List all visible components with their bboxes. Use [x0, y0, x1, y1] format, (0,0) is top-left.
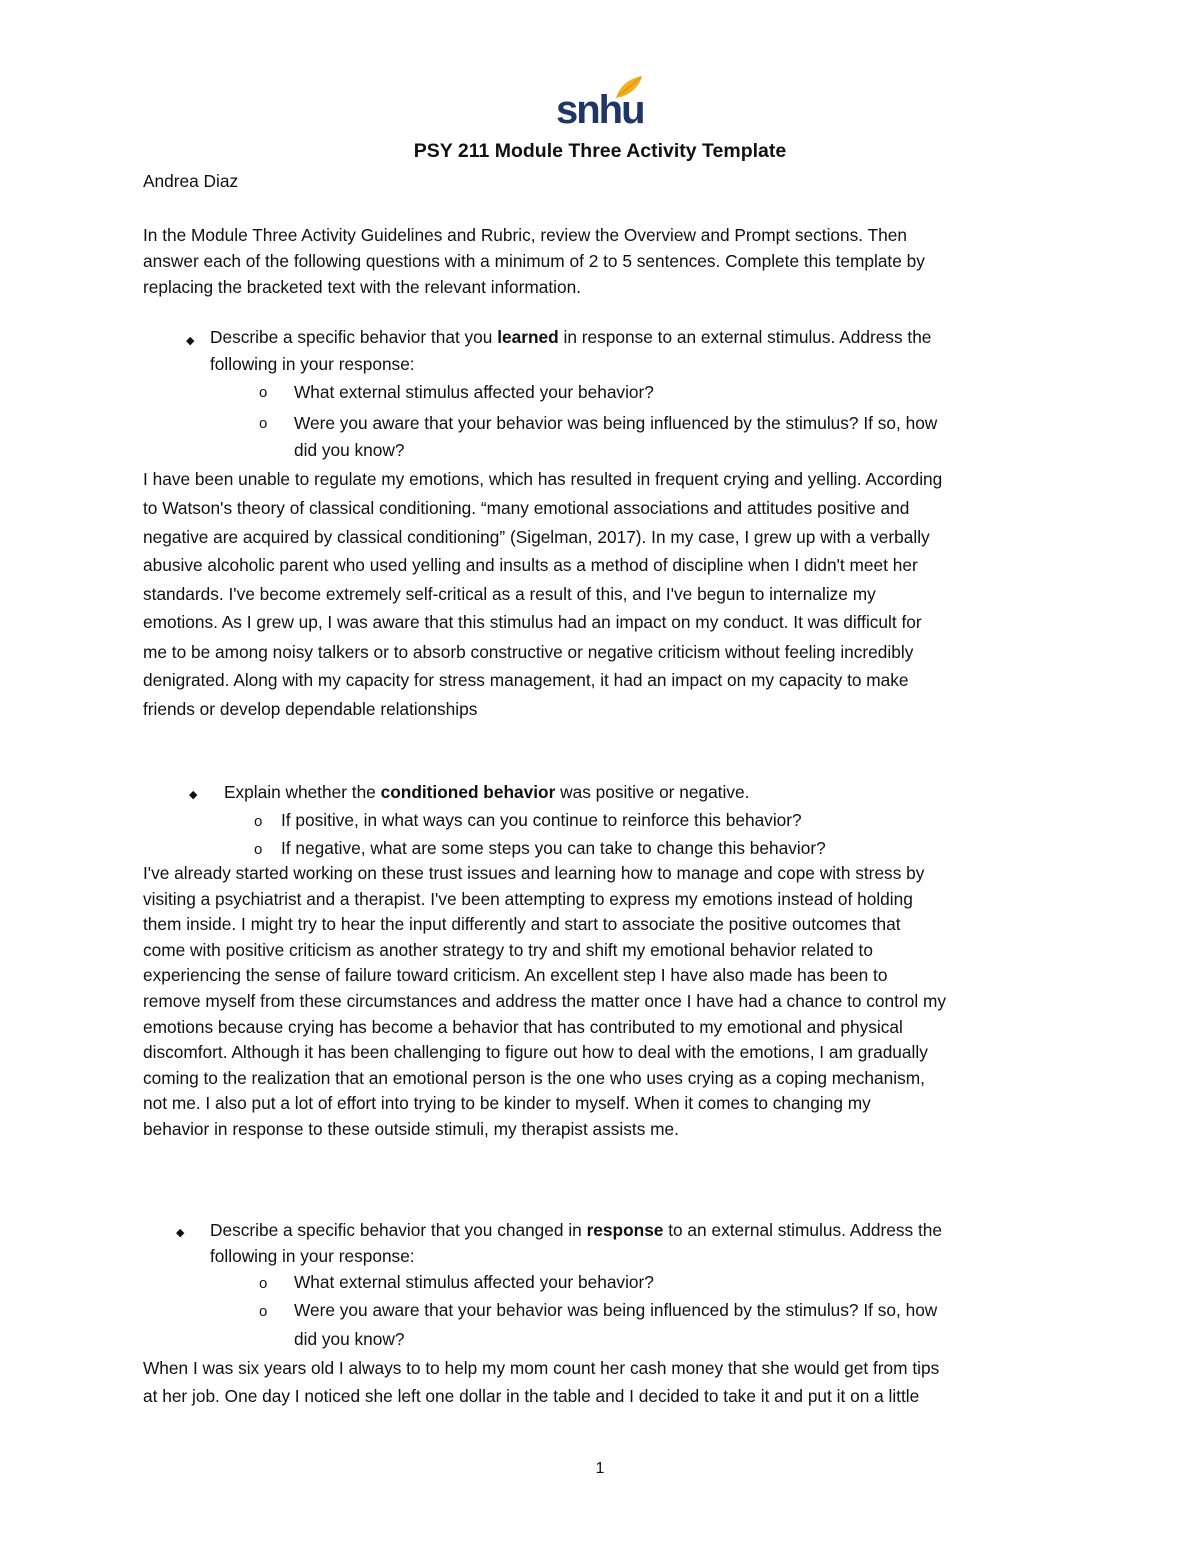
answer-line: to Watson's theory of classical conditioning. “many emotional associations and attitudes positive and: [143, 498, 910, 518]
intro-line: answer each of the following questions with a minimum of 2 to 5 sentences. Complete this template by: [143, 251, 925, 271]
snhu-logo: [556, 74, 642, 132]
sub-bullet-icon: o: [254, 813, 263, 830]
answer-line: I have been unable to regulate my emotions, which has resulted in frequent crying and yelling. According: [143, 469, 943, 489]
section2-sub1: If positive, in what ways can you continue to reinforce this behavior?: [281, 810, 802, 830]
page-title: PSY 211 Module Three Activity Template: [413, 140, 787, 162]
answer-line: emotions because crying has become a behavior that has contributed to my emotional and physical: [143, 1017, 903, 1037]
answer-line: not me. I also put a lot of effort into trying to be kinder to myself. When it comes to changing my: [143, 1093, 871, 1113]
bullet-icon: ◆: [176, 1227, 185, 1239]
answer-line: me to be among noisy talkers or to absorb constructive or negative criticism without feeling incredibly: [143, 642, 914, 662]
answer-line: visiting a psychiatrist and a therapist. I've been attempting to express my emotions instead of holding: [143, 889, 913, 909]
intro-line: replacing the bracketed text with the relevant information.: [143, 277, 582, 297]
answer-line: I've already started working on these trust issues and learning how to manage and cope with stress by: [143, 863, 925, 883]
sub-bullet-icon: o: [259, 415, 268, 432]
page-number: 1: [595, 1460, 605, 1477]
answer-line: friends or develop dependable relationships: [143, 699, 478, 719]
answer-line: emotions. As I grew up, I was aware that this stimulus had an impact on my conduct. It was difficult for: [143, 612, 922, 632]
section1-sub2: Were you aware that your behavior was being influenced by the stimulus? If so, how: [294, 413, 938, 433]
sub-bullet-icon: o: [259, 1303, 268, 1320]
answer-line: behavior in response to these outside stimuli, my therapist assists me.: [143, 1119, 679, 1139]
answer-line: experiencing the sense of failure toward criticism. An excellent step I have also made has been to: [143, 965, 888, 985]
section3-sub1: What external stimulus affected your behavior?: [294, 1272, 654, 1292]
answer-line: abusive alcoholic parent who used yelling and insults as a method of discipline when I didn't meet her: [143, 555, 918, 575]
answer-line: denigrated. Along with my capacity for stress management, it had an impact on my capacity to make: [143, 670, 909, 690]
section1-sub2-cont: did you know?: [294, 440, 405, 460]
section1-bullet: Describe a specific behavior that you learned in response to an external stimulus. Address the: [210, 327, 932, 347]
answer-line: remove myself from these circumstances and address the matter once I have had a chance to control my: [143, 991, 946, 1011]
sub-bullet-icon: o: [259, 384, 268, 401]
answer-line: negative are acquired by classical conditioning” (Sigelman, 2017). In my case, I grew up with a verbally: [143, 527, 930, 547]
answer-line: coming to the realization that an emotional person is the one who uses crying as a coping mechanism,: [143, 1068, 925, 1088]
bullet-icon: ◆: [189, 789, 198, 801]
answer-line: them inside. I might try to hear the input differently and start to associate the positive outcomes that: [143, 914, 901, 934]
answer-line: standards. I've become extremely self-critical as a result of this, and I've begun to internalize my: [143, 584, 876, 604]
section3-bullet: Describe a specific behavior that you changed in response to an external stimulus. Address the: [210, 1220, 942, 1240]
bullet-icon: ◆: [186, 335, 195, 347]
answer-line: at her job. One day I noticed she left one dollar in the table and I decided to take it and put it on a little: [143, 1386, 920, 1406]
author-name: Andrea Diaz: [143, 171, 239, 191]
answer-line: discomfort. Although it has been challenging to figure out how to deal with the emotions, I am gradually: [143, 1042, 928, 1062]
section3-sub2: Were you aware that your behavior was being influenced by the stimulus? If so, how: [294, 1300, 938, 1320]
logo-wordmark: snhu: [556, 88, 644, 132]
section1-sub1: What external stimulus affected your behavior?: [294, 382, 654, 402]
sub-bullet-icon: o: [254, 841, 263, 858]
sub-bullet-icon: o: [259, 1275, 268, 1292]
answer-line: come with positive criticism as another strategy to try and shift my emotional behavior related to: [143, 940, 873, 960]
answer-line: When I was six years old I always to to help my mom count her cash money that she would get from tips: [143, 1358, 940, 1378]
section3-sub2-cont: did you know?: [294, 1329, 405, 1349]
section3-bullet-cont: following in your response:: [210, 1246, 415, 1266]
section1-bullet-cont: following in your response:: [210, 354, 415, 374]
section2-sub2: If negative, what are some steps you can take to change this behavior?: [281, 838, 826, 858]
section2-bullet: Explain whether the conditioned behavior was positive or negative.: [224, 782, 750, 802]
intro-line: In the Module Three Activity Guidelines and Rubric, review the Overview and Prompt sections. Then: [143, 225, 907, 245]
